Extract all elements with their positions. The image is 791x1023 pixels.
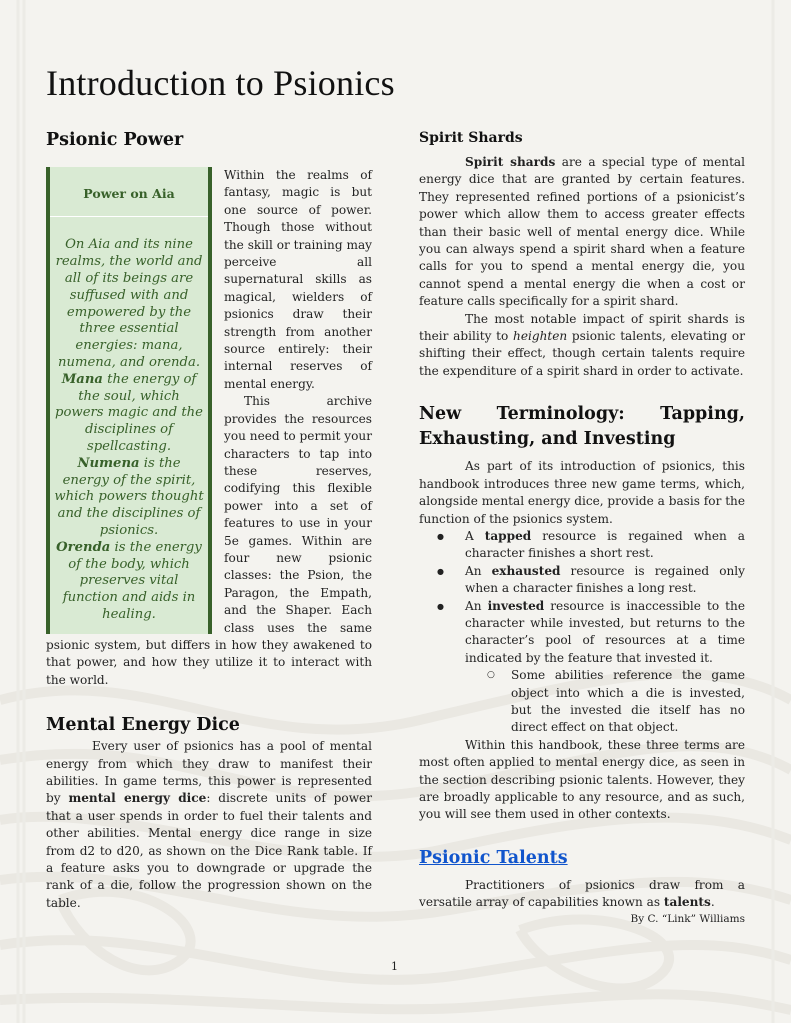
sidebar-intro: On Aia and its nine realms, the world and all of its beings are suffused with and empowered by the three essential energies: mana, numena, and orenda. (55, 237, 203, 370)
term-spirit-shards: Spirit shards (465, 155, 556, 169)
term-heighten: heighten (513, 329, 568, 344)
numena-description: is the energy of the spirit, which powers thought and the disciplines of psionics. (54, 455, 204, 538)
left-column (46, 128, 372, 912)
terminology-list (419, 528, 745, 737)
text-run: An (465, 598, 488, 613)
sub-list-item: ○ Some abilities reference the game object into which a die is invested, but the invested die itself has no direct effect on that object. (511, 667, 745, 737)
heading-spirit-shards: Spirit Shards (419, 130, 523, 146)
psionic-power-paragraph-1: Within the realms of fantasy, magic is but one source of power. Though those without the skill or training may perceive all supernatural skills as magical, wielders of psionics draw their strength from another source entirely: their internal reserves of mental energy. (224, 168, 372, 391)
text-run: resource is inaccessible to the character while invested, but returns to the character’s pool of resources at a time indicated by the feature that invested it. (465, 598, 745, 665)
list-item-tapped (465, 528, 745, 563)
text-run: Practitioners of psionics draw from a versatile array of capabilities known as (419, 877, 745, 910)
text-run: resource is regained when a character finishes a short rest. (465, 528, 746, 561)
term-invested: invested (487, 598, 545, 613)
terminology-closing: Within this handbook, these three terms are most often applied to mental energy dice, as seen in the section describing psionic talents. However, they are broadly applicable to any resource, and as such, you will see them used in other contexts. (419, 737, 745, 822)
list-item-invested (465, 598, 745, 737)
term-numena: Numena (77, 455, 140, 471)
mental-energy-dice-paragraph (46, 738, 372, 912)
heading-psionic-talents[interactable] (419, 846, 745, 871)
psionic-talents-paragraph (419, 877, 745, 912)
right-column (419, 128, 745, 927)
text-run: The most notable impact of spirit shards is their ability to (419, 311, 745, 344)
sidebar-body (50, 217, 208, 633)
mana-description: the energy of the soul, which powers magic and the disciplines of spellcasting. (55, 371, 203, 454)
terminology-intro: As part of its introduction of psionics, this handbook introduces three new game terms, which, alongside mental energy dice, provide a basis for the function of the psionics system. (419, 459, 745, 526)
psionic-power-paragraph-2: This archive provides the resources you need to permit your characters to tap into these reserves, codifying this flexible power into a set of features to use in your 5e games. Within are four new psionic classes: the Psion, the Paragon, the Empath, and the Shaper. Each class uses the same psionic system, but differs in how they awakened to that power, and how they utilize it to interact with the world. (46, 394, 372, 687)
term-orenda: Orenda (56, 539, 111, 555)
term-tapped: tapped (484, 528, 532, 543)
text-run: : discrete units of power that a user spends in order to fuel their talents and other abilities. Mental energy dice range in size from d2 to d20, as shown on the Dice Rank table. If a feature asks you to downgrade or upgrade the rank of a die, follow the progression shown on the table. (46, 791, 372, 910)
sidebar-power-on-aia (46, 167, 212, 634)
term-exhausted: exhausted (491, 563, 561, 578)
invested-sublist (465, 667, 745, 737)
text-run: A (465, 528, 485, 543)
text-run: are a special type of mental energy dice that are granted by certain features. They represented refined portions of a psionicist’s power which allow them to access greater effects than their basic well of mental energy dice. While you can always spend a spirit shard when a feature calls for you to spend a mental energy die, you cannot spend a mental energy die when a cost or feature calls specifically for a spirit shard. (419, 155, 746, 309)
spirit-shards-paragraph-2 (419, 311, 745, 381)
text-run: psionic talents, elevating or shifting their effect, though certain talents require the expenditure of a spirit shard in order to activate. (419, 329, 745, 378)
list-item-exhausted (465, 563, 745, 598)
heading-mental-energy-dice: Mental Energy Dice (46, 715, 240, 736)
author-byline: By C. “Link” Williams (630, 912, 745, 925)
term-mental-energy-dice: mental energy dice (68, 791, 207, 806)
heading-psionic-power: Psionic Power (46, 130, 184, 150)
sidebar-title: Power on Aia (50, 167, 208, 217)
heading-new-terminology: New Terminology: Tapping, Exhausting, and Investing (419, 404, 745, 450)
page-title: Introduction to Psionics (46, 63, 395, 103)
term-mana: Mana (61, 371, 103, 387)
text-run: . (710, 895, 715, 910)
orenda-description: is the energy of the body, which preserves vital function and aids in healing. (62, 539, 202, 622)
spirit-shards-paragraph-1 (419, 154, 745, 311)
page-number: 1 (391, 960, 398, 973)
text-run: Every user of psionics has a pool of mental energy from which they draw to manifest their abilities. In game terms, this power is represented by (46, 739, 372, 806)
text-run: resource is regained only when a character finishes a long rest. (465, 563, 746, 596)
text-run: An (465, 563, 492, 578)
term-talents: talents (663, 895, 711, 910)
psionic-talents-link[interactable]: Psionic Talents (419, 847, 568, 868)
